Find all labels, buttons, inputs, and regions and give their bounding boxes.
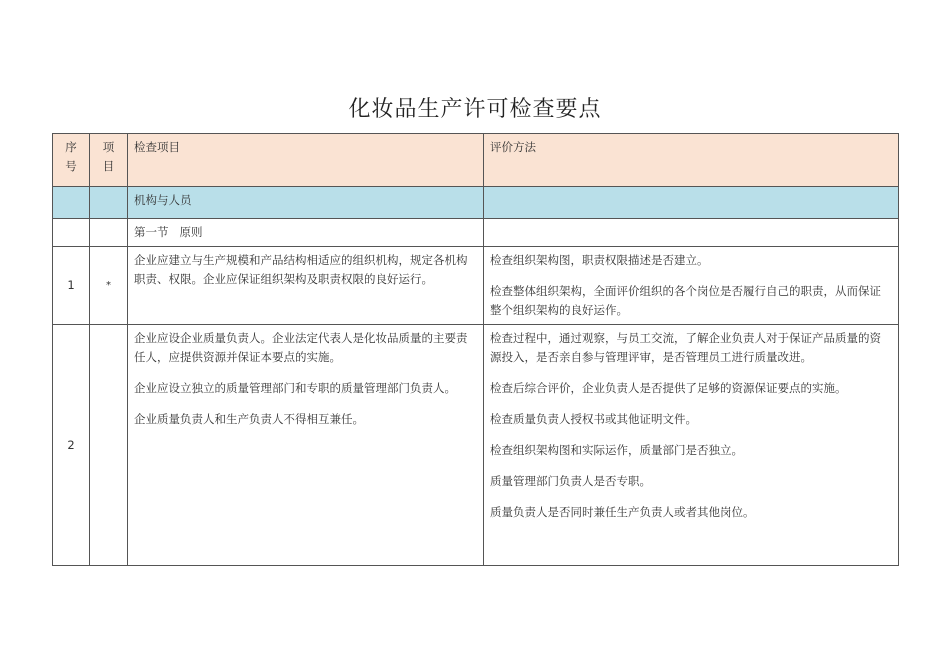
method-text: 质量管理部门负责人是否专职。 [490,474,651,488]
header-method-label: 评价方法 [490,140,536,154]
table-row [53,247,899,325]
check-item-cell [128,247,484,325]
check-item-text: 企业质量负责人和生产负责人不得相互兼任。 [134,412,364,426]
header-seq-label: 序 号 [65,140,77,173]
check-item-text: 企业应建立与生产规模和产品结构相适应的组织机构，规定各机构职责、权限。企业应保证组织架构及职责权限的良好运行。 [134,253,468,286]
method-text: 检查后综合评价，企业负责人是否提供了足够的资源保证要点的实施。 [490,381,847,395]
header-seq [53,134,90,187]
method-text: 检查组织架构图，职责权限描述是否建立。 [490,253,709,267]
method-text: 质量负责人是否同时兼任生产负责人或者其他岗位。 [490,505,755,519]
row-number: 2 [53,325,90,566]
check-item-text: 企业应设企业质量负责人。企业法定代表人是化妆品质量的主要责任人，应提供资源并保证本要点的实施。 [134,331,468,364]
header-check-item-label: 检查项目 [134,140,180,154]
key-item-mark [90,325,128,566]
document-title: 化妆品生产许可检查要点 [348,97,602,122]
method-text: 检查质量负责人授权书或其他证明文件。 [490,412,697,426]
subsection-row [53,219,899,247]
method-text: 检查组织架构图和实际运作，质量部门是否独立。 [490,443,743,457]
header-method [484,134,899,187]
header-check-item [128,134,484,187]
subsection-cell-seq [53,219,90,247]
table-row [53,325,899,566]
key-item-mark: * [90,247,128,325]
section-cell-method [484,187,899,219]
section-cell-item [90,187,128,219]
subsection-cell-item [90,219,128,247]
method-cell [484,247,899,325]
row-number: 1 [53,247,90,325]
subsection-label: 第一节 原则 [128,219,484,247]
section-label: 机构与人员 [128,187,484,219]
header-item-label: 项 目 [102,140,115,173]
check-item-text: 企业应设立独立的质量管理部门和专职的质量管理部门负责人。 [134,381,456,395]
method-text: 检查过程中，通过观察，与员工交流，了解企业负责人对于保证产品质量的资源投入，是否亲自参与管理评审，是否管理员工进行质量改进。 [490,331,881,364]
method-cell [484,325,899,566]
subsection-cell-method [484,219,899,247]
inspection-table [52,133,899,566]
section-cell-seq [53,187,90,219]
header-item [90,134,128,187]
table-header-row [53,134,899,187]
check-item-cell [128,325,484,566]
method-text: 检查整体组织架构，全面评价组织的各个岗位是否履行自己的职责，从而保证整个组织架构的良好运作。 [490,284,881,317]
section-row [53,187,899,219]
